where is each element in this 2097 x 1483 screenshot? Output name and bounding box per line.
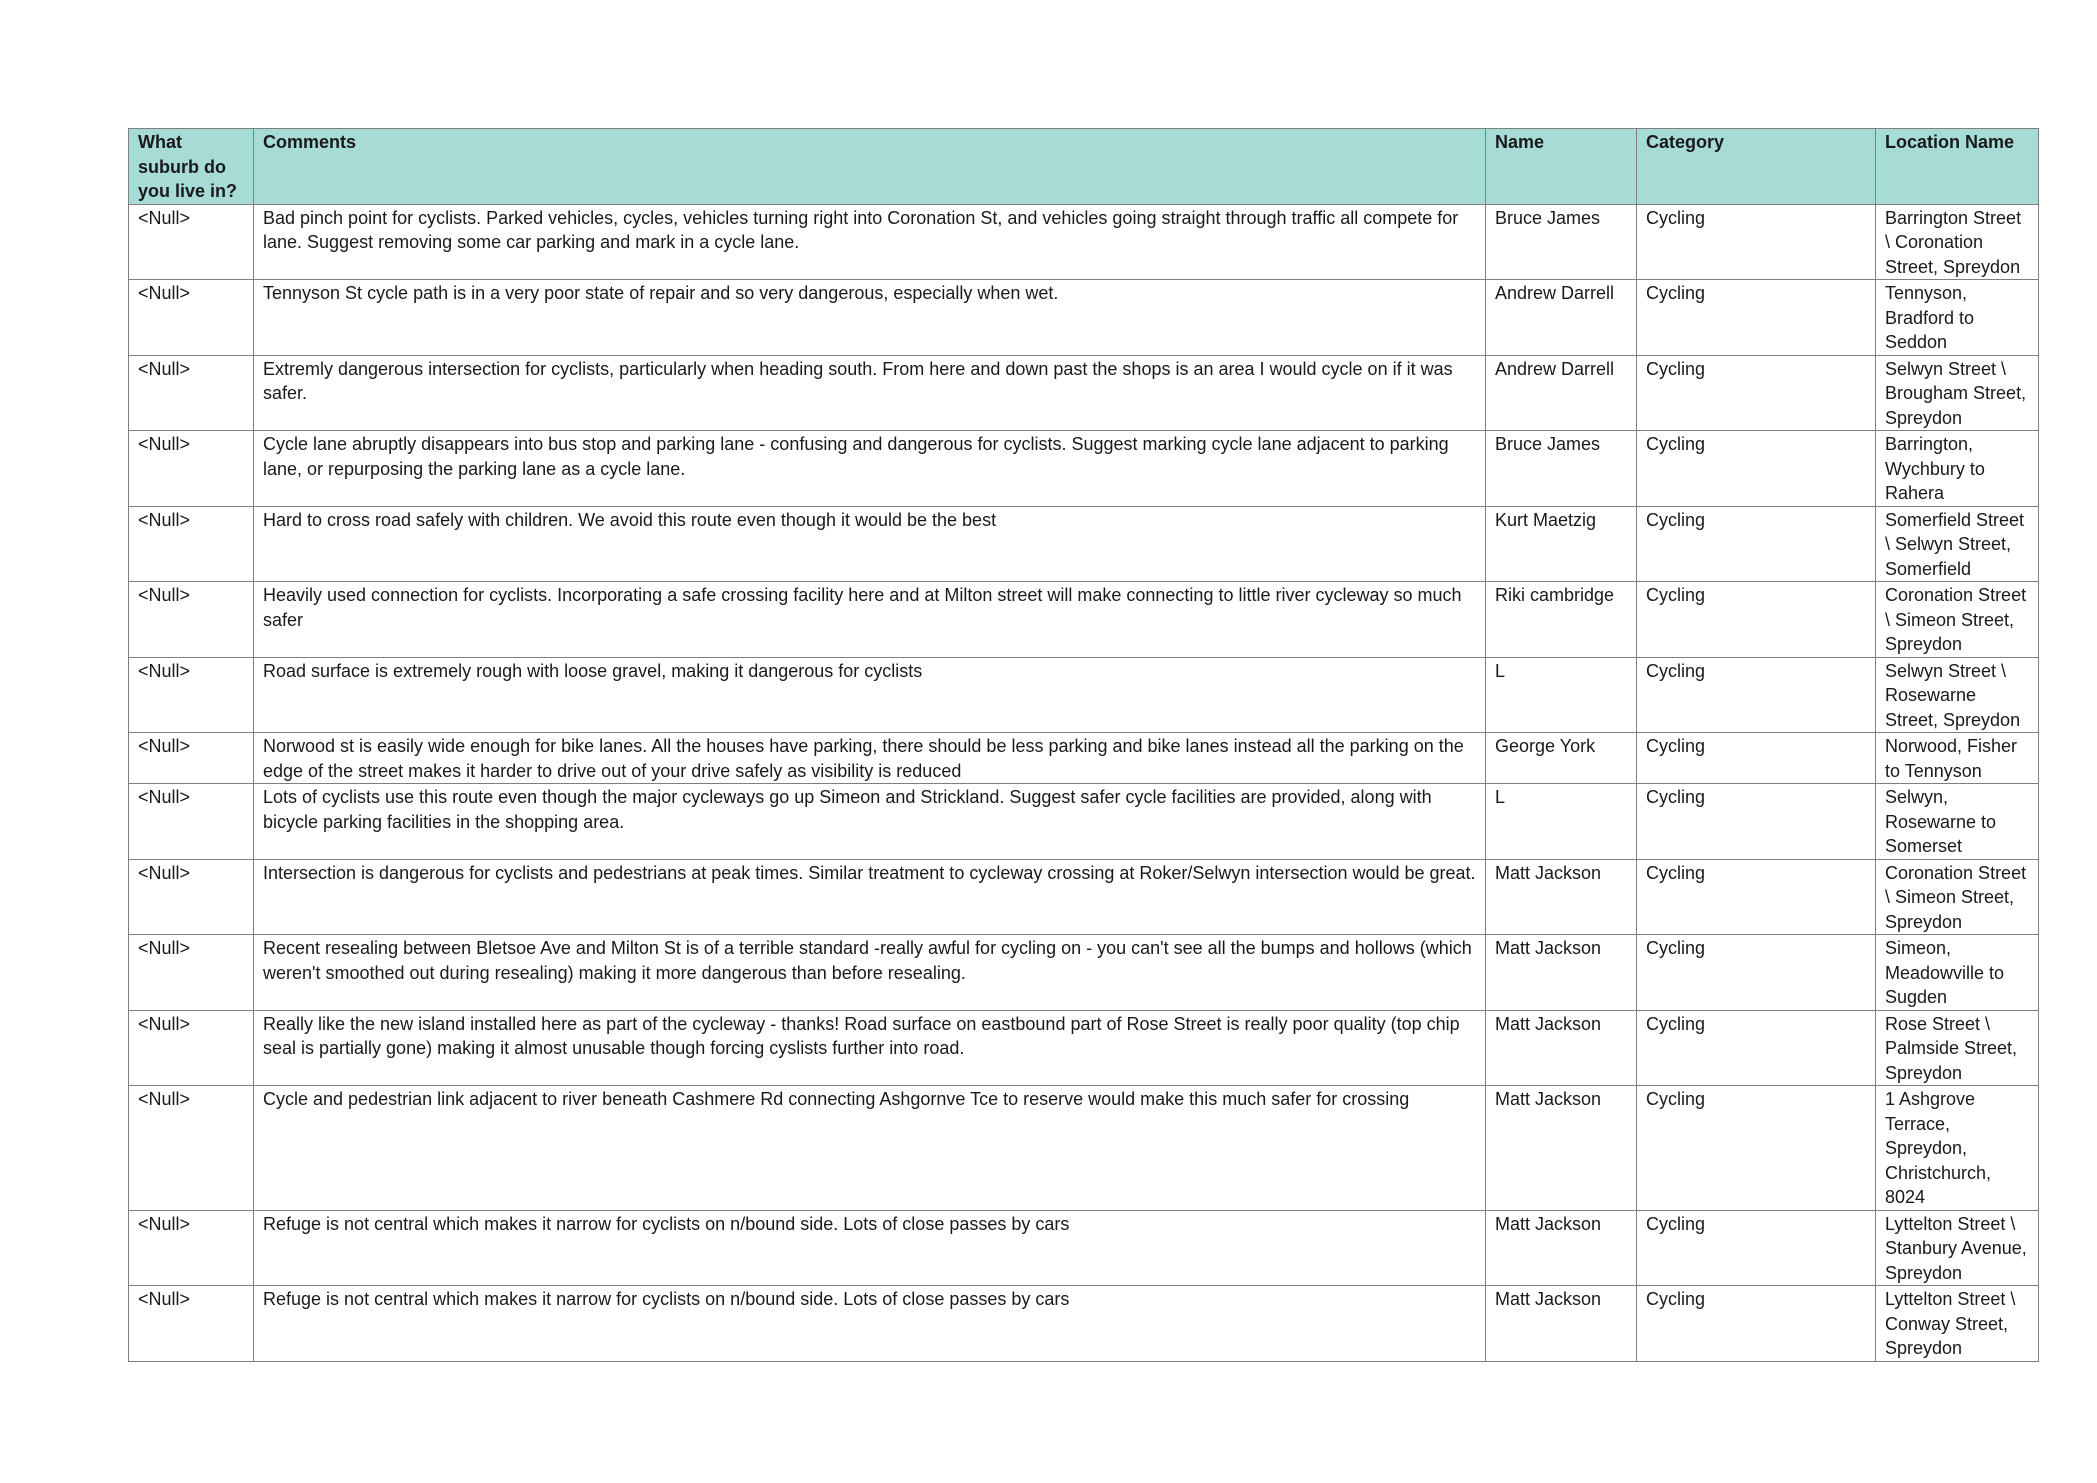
cell-name: L [1486,784,1637,860]
cell-location: Lyttelton Street \ Stanbury Avenue, Spreydon [1876,1210,2039,1286]
table-row [129,733,2039,784]
cell-comments: Tennyson St cycle path is in a very poor state of repair and so very dangerous, especially when wet. [254,280,1486,356]
cell-category: Cycling [1637,204,1876,280]
table-row [129,506,2039,582]
cell-suburb: <Null> [129,859,254,935]
table-row [129,935,2039,1011]
cell-suburb: <Null> [129,204,254,280]
cell-location: Norwood, Fisher to Tennyson [1876,733,2039,784]
cell-location: Simeon, Meadowville to Sugden [1876,935,2039,1011]
cell-category: Cycling [1637,582,1876,658]
cell-location: Lyttelton Street \ Conway Street, Spreydon [1876,1286,2039,1362]
cell-suburb: <Null> [129,355,254,431]
cell-suburb: <Null> [129,1010,254,1086]
table-row [129,355,2039,431]
cell-suburb: <Null> [129,1210,254,1286]
cell-location: Rose Street \ Palmside Street, Spreydon [1876,1010,2039,1086]
cell-comments: Cycle lane abruptly disappears into bus stop and parking lane - confusing and dangerous for cyclists. Suggest marking cycle lane adjacent to parking lane, or repurposing the parking lane as a cycle lane. [254,431,1486,507]
table-row [129,784,2039,860]
cell-location: Selwyn Street \ Rosewarne Street, Spreydon [1876,657,2039,733]
cell-suburb: <Null> [129,733,254,784]
cell-name: Matt Jackson [1486,859,1637,935]
cell-name: Matt Jackson [1486,935,1637,1011]
cell-category: Cycling [1637,1210,1876,1286]
table-row [129,431,2039,507]
cell-comments: Bad pinch point for cyclists. Parked vehicles, cycles, vehicles turning right into Coronation St, and vehicles going straight through traffic all compete for lane. Suggest removing some car parking and mark in a cycle lane. [254,204,1486,280]
cell-location: 1 Ashgrove Terrace, Spreydon, Christchurch, 8024 [1876,1086,2039,1211]
cell-category: Cycling [1637,733,1876,784]
cell-suburb: <Null> [129,280,254,356]
cell-category: Cycling [1637,784,1876,860]
header-comments: Comments [254,129,1486,205]
cell-name: Andrew Darrell [1486,280,1637,356]
cell-comments: Intersection is dangerous for cyclists and pedestrians at peak times. Similar treatment to cycleway crossing at Roker/Selwyn intersection would be great. [254,859,1486,935]
cell-category: Cycling [1637,280,1876,356]
cell-suburb: <Null> [129,935,254,1011]
cell-name: L [1486,657,1637,733]
cell-suburb: <Null> [129,506,254,582]
cell-comments: Recent resealing between Bletsoe Ave and Milton St is of a terrible standard -really awful for cycling on - you can't see all the bumps and hollows (which weren't smoothed out during resealing) making it more dangerous than before resealing. [254,935,1486,1011]
cell-comments: Refuge is not central which makes it narrow for cyclists on n/bound side. Lots of close passes by cars [254,1210,1486,1286]
cell-name: Bruce James [1486,431,1637,507]
cell-location: Barrington, Wychbury to Rahera [1876,431,2039,507]
cell-suburb: <Null> [129,784,254,860]
table-row [129,1086,2039,1211]
table-row [129,1286,2039,1362]
table-row [129,1010,2039,1086]
cell-location: Tennyson, Bradford to Seddon [1876,280,2039,356]
cell-location: Coronation Street \ Simeon Street, Spreydon [1876,582,2039,658]
cell-category: Cycling [1637,506,1876,582]
cell-name: Kurt Maetzig [1486,506,1637,582]
cell-name: Matt Jackson [1486,1086,1637,1211]
cell-name: Andrew Darrell [1486,355,1637,431]
cell-suburb: <Null> [129,582,254,658]
cell-category: Cycling [1637,1286,1876,1362]
cell-name: Matt Jackson [1486,1286,1637,1362]
table-row [129,582,2039,658]
cell-name: Bruce James [1486,204,1637,280]
cell-category: Cycling [1637,657,1876,733]
table-row [129,1210,2039,1286]
table-row [129,657,2039,733]
cell-name: Matt Jackson [1486,1010,1637,1086]
cell-comments: Cycle and pedestrian link adjacent to river beneath Cashmere Rd connecting Ashgornve Tce to reserve would make this much safer for crossing [254,1086,1486,1211]
header-name: Name [1486,129,1637,205]
cell-category: Cycling [1637,935,1876,1011]
table-row [129,204,2039,280]
cell-name: George York [1486,733,1637,784]
comments-table [128,128,2039,1362]
cell-location: Coronation Street \ Simeon Street, Spreydon [1876,859,2039,935]
cell-location: Somerfield Street \ Selwyn Street, Somerfield [1876,506,2039,582]
table-row [129,859,2039,935]
cell-comments: Lots of cyclists use this route even though the major cycleways go up Simeon and Strickland. Suggest safer cycle facilities are provided, along with bicycle parking facilities in the shopping area. [254,784,1486,860]
cell-comments: Norwood st is easily wide enough for bike lanes. All the houses have parking, there should be less parking and bike lanes instead all the parking on the edge of the street makes it harder to drive out of your drive safely as visibility is reduced [254,733,1486,784]
cell-location: Barrington Street \ Coronation Street, Spreydon [1876,204,2039,280]
table-row [129,280,2039,356]
cell-category: Cycling [1637,355,1876,431]
cell-category: Cycling [1637,859,1876,935]
cell-name: Matt Jackson [1486,1210,1637,1286]
header-suburb: What suburb do you live in? [129,129,254,205]
cell-suburb: <Null> [129,657,254,733]
cell-location: Selwyn Street \ Brougham Street, Spreydon [1876,355,2039,431]
cell-comments: Refuge is not central which makes it narrow for cyclists on n/bound side. Lots of close passes by cars [254,1286,1486,1362]
header-location: Location Name [1876,129,2039,205]
cell-category: Cycling [1637,1010,1876,1086]
table-header-row [129,129,2039,205]
cell-comments: Road surface is extremely rough with loose gravel, making it dangerous for cyclists [254,657,1486,733]
cell-location: Selwyn, Rosewarne to Somerset [1876,784,2039,860]
cell-comments: Really like the new island installed here as part of the cycleway - thanks! Road surface on eastbound part of Rose Street is really poor quality (top chip seal is partially gone) making it almost unusable though forcing cyslists further into road. [254,1010,1486,1086]
cell-comments: Hard to cross road safely with children. We avoid this route even though it would be the best [254,506,1486,582]
cell-comments: Heavily used connection for cyclists. Incorporating a safe crossing facility here and at Milton street will make connecting to little river cycleway so much safer [254,582,1486,658]
cell-comments: Extremly dangerous intersection for cyclists, particularly when heading south. From here and down past the shops is an area I would cycle on if it was safer. [254,355,1486,431]
header-category: Category [1637,129,1876,205]
cell-suburb: <Null> [129,1086,254,1211]
cell-category: Cycling [1637,1086,1876,1211]
cell-name: Riki cambridge [1486,582,1637,658]
cell-suburb: <Null> [129,1286,254,1362]
cell-category: Cycling [1637,431,1876,507]
cell-suburb: <Null> [129,431,254,507]
